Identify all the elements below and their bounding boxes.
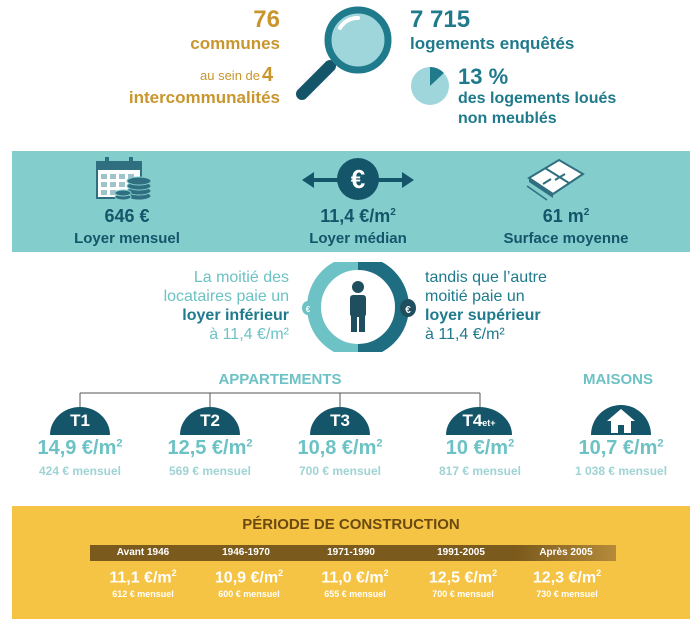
t3-monthly: 700 € mensuel [298,464,382,478]
logements-count: 7 715 [410,6,471,33]
pie-icon [410,66,450,106]
percent-value: 13 % [458,64,509,89]
period-price: 10,9 $€/m^2$ [214,568,284,587]
t1-label: T1 [70,411,90,430]
t2-price: 12,5 $€/m^2$ [167,437,253,459]
svg-text:€: € [305,305,311,314]
period-monthly: 600 € mensuel [218,589,280,599]
period-monthly: 612 € mensuel [112,589,174,599]
magnifier-icon [290,6,400,106]
period-label: 1971-1990 [296,545,406,561]
percent-label-line1: des logements loués [458,90,617,107]
t4-price: 10 $€/m^2$ [445,437,515,459]
t2-label: T2 [200,411,220,430]
t1-price: 14,9 $€/m^2$ [37,437,123,459]
maisons-heading: MAISONS [582,371,653,388]
period-price: 12,3 $€/m^2$ [532,568,602,587]
period-price: 12,5 $€/m^2$ [428,568,498,587]
t2-monthly: 569 € mensuel [168,464,252,478]
surface-value: 61 $m^2$ [542,206,590,226]
calendar-coins-icon [95,156,155,202]
intercom-count: 4 [262,64,274,86]
svg-text:€: € [405,305,411,316]
half-split-icon [296,262,420,352]
period-price: 11,0 $€/m^2$ [321,568,389,587]
loyer-median-value: 11,4 $€/m^2$ [320,206,396,226]
percent-label-line2: non meublés [458,110,557,127]
period-label: Avant 1946 [90,545,196,561]
lower-half-text: La moitié des locataires paie un loyer inférieur à 11,4 €/m² [163,269,289,343]
period-monthly: 655 € mensuel [324,589,386,599]
t3-price: 10,8 $€/m^2$ [297,437,383,459]
maison-monthly: 1 038 € mensuel [574,464,668,478]
logements-label: logements enquêtés [410,34,575,53]
period-label: 1946-1970 [196,545,296,561]
period-label: Après 2005 [516,545,616,561]
t4-monthly: 817 € mensuel [438,464,522,478]
period-price: 11,1 $€/m^2$ [109,568,177,587]
house-icon [591,401,651,435]
appartements-heading: APPARTEMENTS [218,371,342,388]
svg-text:€: € [350,164,366,194]
surface-label: Surface moyenne [503,230,629,247]
loyer-median-label: Loyer médian [309,230,407,247]
loyer-mensuel-value: 646 € [104,206,150,226]
t3-label: T3 [330,411,350,430]
intercom-prefix: au sein de [200,68,260,83]
period-monthly: 700 € mensuel [432,589,494,599]
maison-price: 10,7 $€/m^2$ [578,437,664,459]
construction-title: PÉRIODE DE CONSTRUCTION [242,516,460,533]
floor-plan-icon [525,156,587,202]
intercom-label: intercommunalités [128,88,280,107]
period-label: 1991-2005 [406,545,516,561]
communes-count: 76 [253,6,280,33]
loyer-mensuel-label: Loyer mensuel [74,230,180,247]
t1-monthly: 424 € mensuel [38,464,122,478]
upper-half-text: tandis que l’autre moitié paie un loyer supérieur à 11,4 €/m² [425,269,547,343]
period-monthly: 730 € mensuel [536,589,598,599]
euro-arrows-icon [302,156,414,202]
t4-label: T4et+ [462,411,496,430]
communes-label: communes [190,34,280,53]
